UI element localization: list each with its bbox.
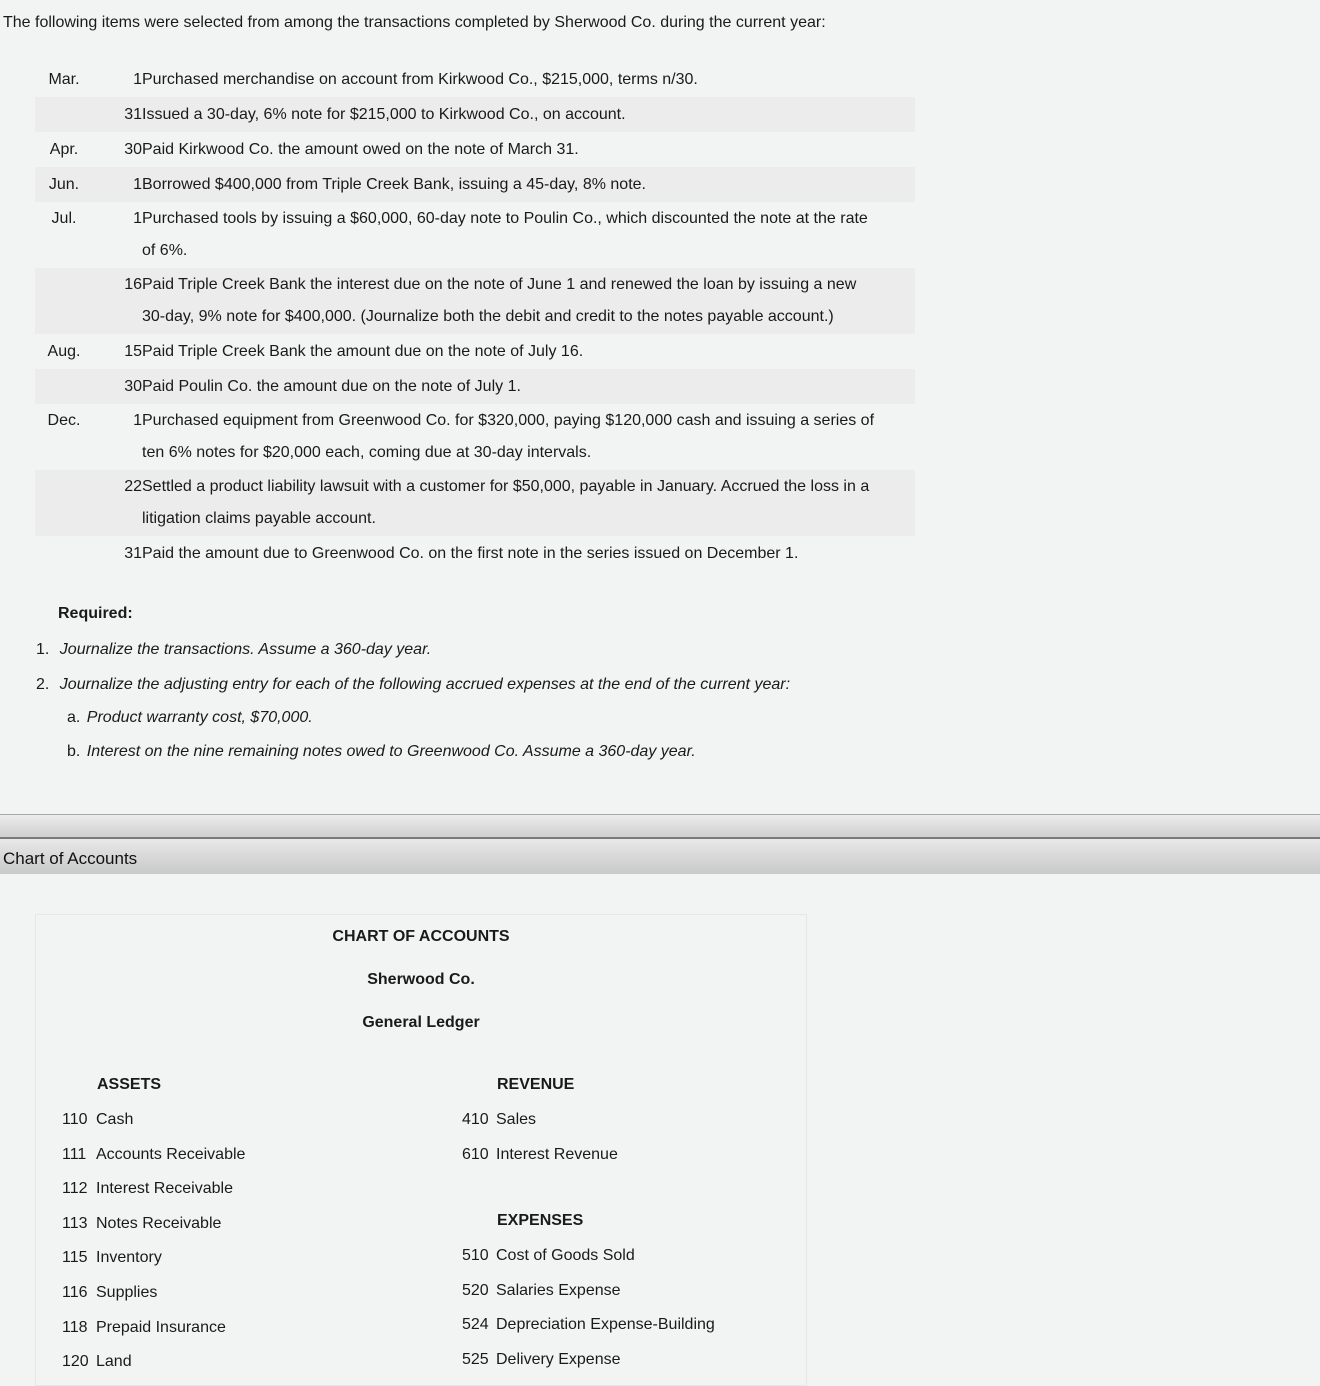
- account-number: 525: [462, 1350, 489, 1368]
- required-item-text: Journalize the adjusting entry for each of the following accrued expenses at the end of the current year:: [59, 676, 791, 693]
- account-name: Supplies: [96, 1284, 158, 1301]
- account-number: 524: [462, 1316, 489, 1334]
- transaction-description-line: Paid Triple Creek Bank the amount due on the note of July 16.: [142, 343, 584, 360]
- transaction-month: [35, 369, 93, 404]
- account-name: Salaries Expense: [496, 1281, 621, 1299]
- transaction-row: [35, 536, 915, 571]
- account-number: 113: [62, 1214, 88, 1232]
- required-subitem-text: Product warranty cost, $70,000.: [86, 709, 313, 726]
- transaction-day: 22: [124, 478, 142, 495]
- transaction-month: Mar.: [48, 71, 80, 88]
- coa-title: CHART OF ACCOUNTS: [332, 928, 510, 945]
- transaction-description-line: Paid Poulin Co. the amount due on the note of July 1.: [142, 378, 521, 395]
- account-name: Accounts Receivable: [96, 1145, 246, 1163]
- coa-assets-title: ASSETS: [97, 1076, 162, 1093]
- toolbar-band: [0, 814, 1320, 839]
- transaction-row: [35, 97, 915, 132]
- required-subitem-b: [67, 742, 696, 762]
- transaction-month: Jul.: [51, 210, 77, 227]
- coa-account-assets: [62, 1146, 245, 1164]
- transaction-day: 1: [133, 71, 142, 88]
- coa-account-revenue: [462, 1146, 618, 1164]
- panel-toolbar: [0, 814, 1320, 874]
- account-name: Notes Receivable: [96, 1214, 222, 1232]
- coa-account-expenses: [462, 1247, 635, 1265]
- chart-of-accounts-panel: [35, 914, 807, 1386]
- transaction-day: 1: [133, 210, 142, 227]
- transaction-month: [35, 97, 93, 132]
- account-name: Sales: [496, 1111, 537, 1128]
- required-item-2: [36, 675, 790, 695]
- account-name: Cash: [96, 1111, 134, 1128]
- account-name: Delivery Expense: [496, 1350, 621, 1368]
- transaction-description: [142, 268, 915, 334]
- account-name: Prepaid Insurance: [96, 1318, 226, 1336]
- transaction-row: [35, 202, 915, 268]
- transaction-description-line: Purchased equipment from Greenwood Co. for $320,000, paying $120,000 cash and issuing a series of: [142, 412, 875, 429]
- transaction-month: [35, 268, 93, 334]
- transaction-day: 30: [124, 378, 142, 395]
- transaction-day: 16: [124, 276, 142, 293]
- transaction-description-line: litigation claims payable account.: [142, 510, 376, 527]
- transaction-description-line: Paid the amount due to Greenwood Co. on the first note in the series issued on December 1.: [142, 545, 799, 562]
- transaction-description: [142, 536, 915, 571]
- coa-revenue-title: REVENUE: [497, 1076, 575, 1093]
- transaction-description-line: Paid Triple Creek Bank the interest due on the note of June 1 and renewed the loan by issuing a new: [142, 276, 857, 293]
- coa-ledger: General Ledger: [362, 1014, 480, 1031]
- transaction-description: [142, 202, 915, 268]
- transaction-description-line: Borrowed $400,000 from Triple Creek Bank, issuing a 45-day, 8% note.: [142, 176, 646, 193]
- required-subitem-label: a.: [67, 709, 81, 726]
- coa-company: Sherwood Co.: [367, 971, 475, 988]
- transaction-row: [35, 62, 915, 97]
- required-subitem-label: b.: [67, 743, 81, 760]
- coa-account-expenses: [462, 1316, 715, 1334]
- transaction-day: 15: [124, 343, 142, 360]
- transaction-description: [142, 470, 915, 536]
- transaction-day: 1: [133, 176, 142, 193]
- account-number: 116: [62, 1284, 88, 1301]
- transaction-day: 30: [124, 141, 142, 158]
- transaction-description: [142, 334, 915, 369]
- transaction-description-line: 30-day, 9% note for $400,000. (Journalize both the debit and credit to the notes payable account.): [142, 308, 834, 325]
- tab-chart-of-accounts[interactable]: [0, 839, 1320, 874]
- coa-expenses-title: EXPENSES: [497, 1212, 584, 1229]
- coa-account-revenue: [462, 1111, 536, 1129]
- coa-account-assets: [62, 1284, 157, 1302]
- transaction-month: Jun.: [48, 176, 80, 193]
- transaction-description-line: Purchased merchandise on account from Kirkwood Co., $215,000, terms n/30.: [142, 71, 698, 88]
- intro-text: The following items were selected from among the transactions completed by Sherwood Co. during the current year:: [3, 14, 826, 31]
- account-name: Land: [96, 1353, 132, 1371]
- account-name: Cost of Goods Sold: [496, 1247, 635, 1264]
- required-item-1: [36, 640, 431, 660]
- account-name: Interest Receivable: [96, 1180, 233, 1198]
- coa-account-expenses: [462, 1351, 621, 1369]
- coa-account-assets: [62, 1180, 233, 1198]
- transaction-day: 31: [124, 545, 142, 562]
- transaction-row: [35, 334, 915, 369]
- account-number: 115: [62, 1249, 88, 1267]
- required-item-text: Journalize the transactions. Assume a 360-day year.: [59, 641, 432, 658]
- coa-account-assets: [62, 1319, 226, 1337]
- transaction-description: [142, 404, 915, 470]
- transactions-table: [35, 62, 915, 571]
- transaction-month: Dec.: [47, 412, 81, 429]
- transaction-description-line: Issued a 30-day, 6% note for $215,000 to Kirkwood Co., on account.: [142, 106, 626, 123]
- transaction-month: Apr.: [49, 141, 79, 158]
- required-item-number: 2.: [36, 676, 50, 693]
- account-number: 410: [462, 1111, 489, 1128]
- coa-account-expenses: [462, 1282, 621, 1300]
- transaction-row: [35, 369, 915, 404]
- transaction-row: [35, 268, 915, 334]
- account-name: Inventory: [96, 1249, 162, 1267]
- account-number: 120: [62, 1353, 89, 1371]
- transaction-day: 1: [133, 412, 142, 429]
- tab-label: Chart of Accounts: [3, 849, 138, 868]
- coa-account-assets: [62, 1249, 162, 1267]
- transaction-day: 31: [124, 106, 142, 123]
- required-item-number: 1.: [36, 641, 50, 658]
- transaction-row: [35, 470, 915, 536]
- transaction-description-line: of 6%.: [142, 242, 188, 259]
- required-title: Required:: [58, 605, 133, 622]
- account-number: 111: [62, 1145, 87, 1163]
- account-number: 520: [462, 1281, 489, 1299]
- transaction-description: [142, 97, 915, 132]
- transaction-description: [142, 167, 915, 202]
- account-name: Depreciation Expense-Building: [496, 1316, 715, 1334]
- transaction-description-line: Settled a product liability lawsuit with a customer for $50,000, payable in January. Accrued the loss in a: [142, 478, 870, 495]
- account-number: 118: [62, 1318, 88, 1336]
- transaction-description-line: Purchased tools by issuing a $60,000, 60-day note to Poulin Co., which discounted the note at the rate: [142, 210, 868, 227]
- transaction-description: [142, 369, 915, 404]
- required-subitem-text: Interest on the nine remaining notes owed to Greenwood Co. Assume a 360-day year.: [86, 743, 696, 760]
- account-number: 110: [62, 1111, 88, 1128]
- transaction-description: [142, 62, 915, 97]
- coa-account-assets: [62, 1215, 221, 1233]
- transaction-row: [35, 167, 915, 202]
- transaction-row: [35, 132, 915, 167]
- transaction-description-line: ten 6% notes for $20,000 each, coming due at 30-day intervals.: [142, 444, 592, 461]
- required-subitem-a: [67, 708, 313, 728]
- transaction-row: [35, 404, 915, 470]
- account-number: 112: [62, 1180, 88, 1198]
- account-number: 610: [462, 1145, 489, 1163]
- transaction-description: [142, 132, 915, 167]
- coa-account-assets: [62, 1111, 133, 1129]
- account-name: Interest Revenue: [496, 1145, 618, 1163]
- transaction-month: [35, 536, 93, 571]
- transaction-description-line: Paid Kirkwood Co. the amount owed on the note of March 31.: [142, 141, 579, 158]
- transaction-month: Aug.: [47, 343, 81, 360]
- transaction-month: [35, 470, 93, 536]
- coa-account-assets: [62, 1353, 132, 1371]
- account-number: 510: [462, 1247, 489, 1264]
